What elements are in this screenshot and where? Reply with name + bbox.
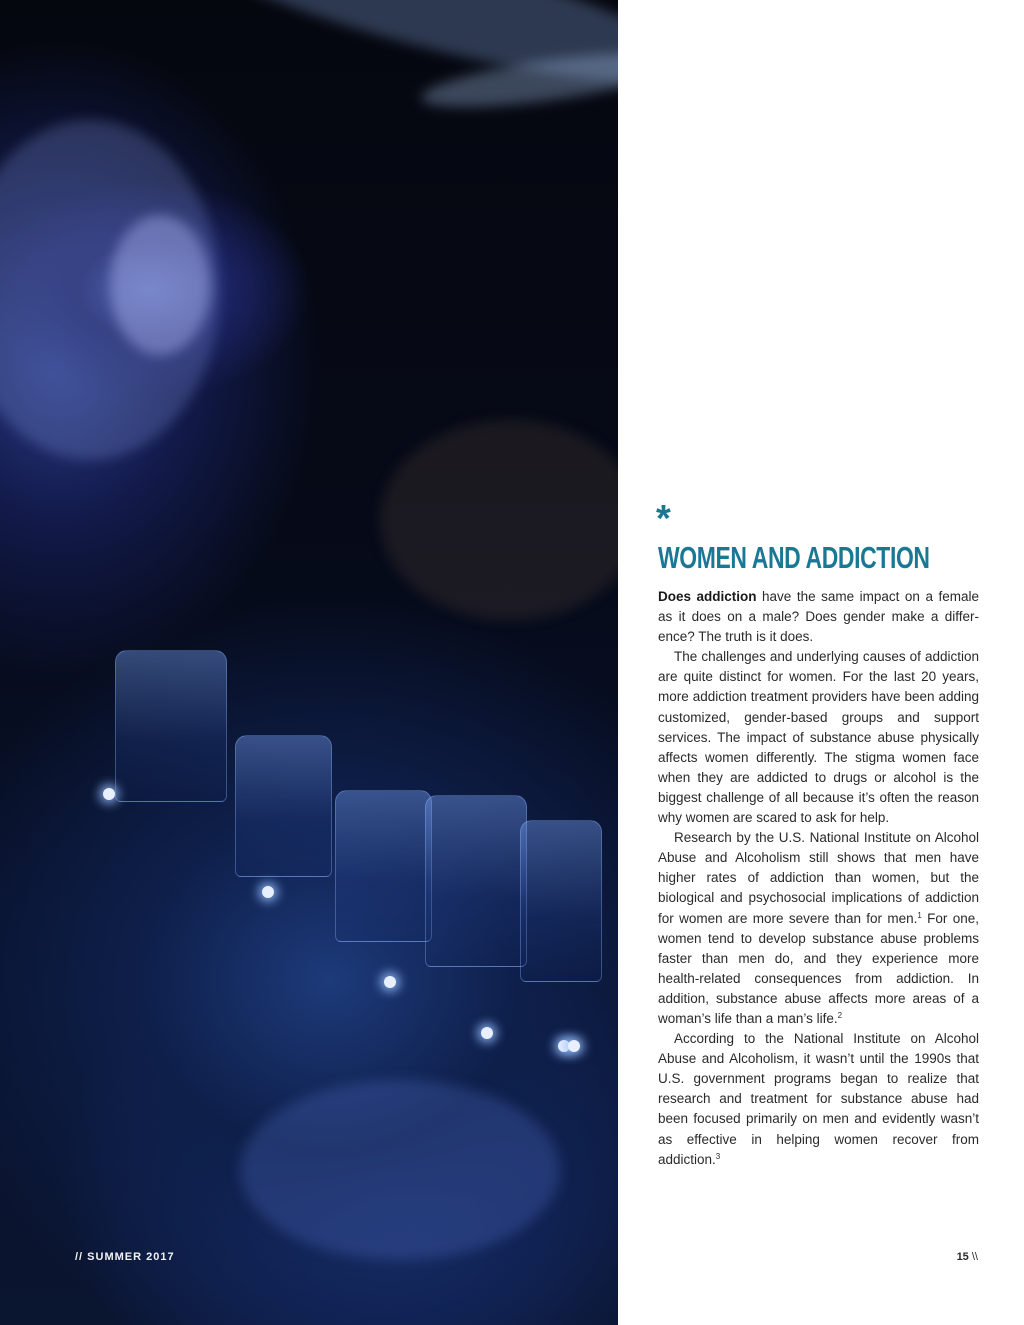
page-number: 15: [956, 1251, 969, 1263]
paragraph-text: For one, women tend to develop substance abuse problems faster than men do, and they experience more health-related consequences from addiction. In addition, substance abuse affects more areas of a woman’s life than a man’s life.: [658, 910, 980, 1026]
footnote-ref: 2: [837, 1010, 843, 1020]
light-dot: [103, 788, 115, 800]
light-dot: [568, 1040, 580, 1052]
wine-glass: [235, 735, 332, 877]
article-body: [658, 587, 979, 1170]
paragraph-text: have the same impact on a female as it does on a male? Does gender make a difference? The truth is it does.: [658, 589, 979, 645]
footnote-ref: 1: [917, 910, 922, 920]
light-dot: [384, 976, 396, 988]
wine-glass: [335, 790, 432, 942]
issue-label: // SUMMER 2017: [75, 1251, 175, 1263]
page-footer-right: [957, 1251, 978, 1263]
paragraph-text: Research by the U.S. National Institute on Alcohol Abuse and Alcoholism still shows that men have higher rates of addiction than women, but the biological and psychosocial implications of addiction for women are more severe than for men.: [658, 830, 979, 926]
paragraph: [658, 828, 979, 1029]
footer-mark: \\: [971, 1251, 978, 1263]
light-dot: [262, 886, 274, 898]
lead-bold: Does addiction: [658, 589, 757, 604]
paragraph: [658, 587, 979, 647]
wine-glass: [425, 795, 527, 967]
footnote-ref: 3: [715, 1151, 721, 1161]
hands-highlight: [240, 1080, 560, 1260]
paragraph: The challenges and underlying causes of addiction are quite distinct for women. For the last 20 years, more addiction treatment providers have been adding customized, gender-based groups and support services. The impact of substance abuse physically affects women differently. The stigma women face when they are addicted to drugs or alcohol is the biggest challenge of all because it’s often the reason why women are scared to ask for help.: [658, 649, 979, 826]
paragraph: [658, 1029, 979, 1170]
wine-glass: [115, 650, 227, 802]
wine-glass: [520, 820, 602, 982]
light-dot: [481, 1027, 493, 1039]
section-asterisk: *: [656, 498, 671, 540]
light-streak: [380, 420, 618, 620]
paragraph-text: According to the National Institute on Alcohol Abuse and Alcoholism, it wasn’t until the 1990s that U.S. government programs began to realize that research and treatment for substance abuse had been focused primarily on men and evidently wasn’t as effective in helping women recover from addiction.: [658, 1031, 979, 1167]
ear-highlight: [110, 215, 210, 355]
article-title: WOMEN AND ADDICTION: [658, 540, 930, 575]
